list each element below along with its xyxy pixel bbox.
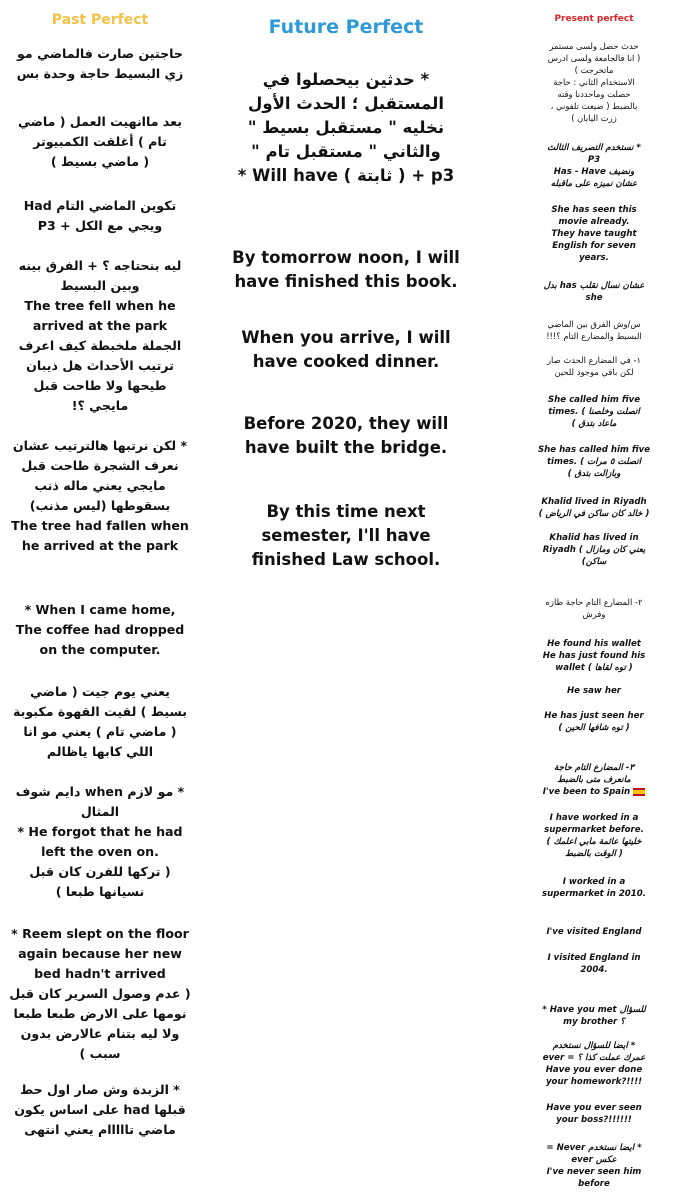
past-note-line: ويجي مع الكل + P3: [37, 218, 163, 233]
past-note-line: نعرف الشجرة طاحت قبل: [21, 458, 179, 473]
past-note-line: وبين البسيط: [60, 278, 140, 293]
present-note-line: supermarket in 2010.: [541, 889, 647, 899]
past-note-line: حاجتين صارت فالماضي مو: [17, 46, 183, 61]
past-note-line: * Reem slept on the floor: [11, 926, 189, 941]
present-note-line: عشان نميزه على ماقبله: [550, 179, 638, 189]
present-note-block: [515, 496, 673, 520]
past-note-line: بسقوطها (ليس مذنب): [29, 498, 171, 513]
past-note-line: ترتيب الأحداث هل ذيبان: [26, 358, 174, 373]
present-note-line: ساكن): [581, 557, 607, 567]
past-note-line: ( ماضي تام ) يعني مو انا: [23, 724, 177, 739]
future-note-line: semester, I'll have: [261, 526, 431, 545]
future-note-line: المستقبل ؛ الحدث الأول: [248, 94, 444, 113]
present-note-line: ماتخرجت ): [574, 65, 614, 75]
past-note-line: left the oven on.: [41, 844, 159, 859]
present-note-line: times. ( اتصلت ٥ مرات: [546, 457, 642, 467]
present-note-block: [515, 926, 673, 938]
future-perfect-heading: Future Perfect: [268, 16, 424, 38]
present-note-line: I've never seen him: [546, 1167, 642, 1177]
present-note-line: * نستخدم التصريف الثالث: [547, 143, 641, 153]
future-note-line: have built the bridge.: [244, 438, 448, 457]
present-note-block: [515, 812, 673, 860]
present-note-line: He saw her: [566, 686, 622, 696]
present-note-block: [515, 710, 673, 734]
past-note-line: تام ) أغلقت الكمبيوتر: [33, 134, 167, 149]
past-note-line: زي البسيط حاجة وحدة بس: [16, 66, 184, 81]
past-note-line: ولا ليه بتنام عالارض بدون: [20, 1026, 180, 1041]
past-perfect-column: [0, 0, 200, 1200]
present-note-line: Khalid lived in Riyadh: [541, 497, 647, 507]
past-note-block: [0, 682, 200, 762]
past-note-line: The coffee had dropped: [15, 622, 185, 637]
present-note-block: [515, 394, 673, 430]
past-note-block: [0, 196, 200, 236]
present-note-line: حصلت وماحددنا وقته: [557, 89, 631, 99]
present-note-line: ١- في المضارع الحدث صار: [546, 355, 641, 365]
past-note-line: الجملة ملخبطة كيف اعرف: [18, 338, 182, 353]
present-note-line: ( توه شافها الحين ): [558, 723, 630, 733]
present-note-line: She called him five: [547, 395, 641, 405]
future-note-block: [215, 68, 477, 188]
present-note-line: She has called him five: [537, 445, 651, 455]
future-note-line: والثاني " مستقبل تام ": [251, 142, 441, 161]
future-note-line: * حدثين بيحصلوا في: [262, 70, 430, 89]
present-perfect-column: [515, 0, 673, 1200]
present-note-block: [515, 142, 673, 190]
past-perfect-heading: Past Perfect: [51, 12, 149, 28]
present-note-line: س/وش الفرق بين الماضي: [547, 319, 641, 329]
present-note-line: your homework?!!!!: [545, 1077, 643, 1087]
present-note-line: Has - Have ونضيف: [553, 167, 635, 177]
present-note-line: she: [585, 293, 603, 303]
present-note-line: I've visited England: [546, 927, 642, 937]
present-note-line: عكس ever: [571, 1155, 617, 1165]
present-note-line: She has seen this: [551, 205, 637, 215]
present-note-line: * ايضا للسؤال نستخدم: [552, 1041, 636, 1051]
present-note-block: [515, 1040, 673, 1088]
future-note-line: * Will have ( ثابتة ) + p3: [237, 166, 455, 185]
present-note-block: [515, 762, 673, 798]
present-note-line: ٣- المضارع التام حاجة: [554, 763, 634, 773]
present-note-line: I have worked in a: [549, 813, 639, 823]
present-note-line: I visited England in: [547, 953, 641, 963]
present-note-line: ( خالد كان ساكن في الرياض ): [538, 509, 650, 519]
present-note-block: [515, 204, 673, 264]
present-note-line: wallet ( توه لقاها ): [555, 663, 633, 673]
past-note-line: يعني يوم جيت ( ماضي: [30, 684, 170, 699]
past-note-line: again because her new: [18, 946, 182, 961]
past-note-line: ماضي تااااام يعني انتهى: [24, 1122, 176, 1137]
past-note-line: بعد ماانهيت العمل ( ماضي: [17, 114, 183, 129]
future-note-line: have cooked dinner.: [252, 352, 440, 371]
past-note-line: * الزبدة وش صار اول حط: [20, 1082, 180, 1097]
present-note-block: [515, 685, 673, 697]
future-note-line: By this time next: [266, 502, 426, 521]
past-note-block: [0, 112, 200, 172]
present-note-line: ماعاد بتدق ): [571, 419, 617, 429]
future-note-line: When you arrive, I will: [241, 328, 451, 347]
future-note-block: [215, 500, 477, 572]
present-note-line: عشان نسال نقلب has بدل: [543, 281, 645, 291]
past-note-line: المثال: [80, 804, 120, 819]
present-note-block: [515, 444, 673, 480]
present-perfect-heading: Present perfect: [554, 14, 634, 24]
present-note-line: Have you ever seen: [546, 1103, 642, 1113]
present-note-line: مانعرف متى بالضبط: [557, 775, 631, 785]
present-note-block: [515, 952, 673, 976]
present-note-line: Riyadh ( يعني كان ومازال: [542, 545, 646, 555]
present-note-line: P3: [587, 155, 601, 165]
present-note-line: before: [578, 1179, 610, 1189]
present-note-block: [515, 40, 673, 124]
present-note-block: [515, 596, 673, 620]
present-note-line: movie already.: [558, 217, 630, 227]
past-note-line: سبب ): [79, 1046, 121, 1061]
present-note-block: [515, 532, 673, 568]
present-note-line: ever = عمرك عملت كذا ؟: [542, 1053, 646, 1063]
present-note-line: He has just found his: [542, 651, 646, 661]
present-note-line: لكن باقي موجود للحين: [554, 367, 634, 377]
present-note-line: الاستخدام الثاني : حاجة: [553, 77, 635, 87]
past-note-line: * He forgot that he had: [17, 824, 183, 839]
present-note-line: * ايضا نستخدم Never =: [546, 1143, 642, 1153]
future-note-block: [215, 326, 477, 374]
present-note-line: He has just seen her: [544, 711, 644, 721]
present-note-line: زرت اليابان ): [571, 113, 617, 123]
present-note-line: ٢- المضارع التام حاجة طازه: [545, 597, 643, 607]
present-note-line: He found his wallet: [547, 639, 641, 649]
past-note-line: ( ماضي بسيط ): [50, 154, 150, 169]
present-note-block: [515, 876, 673, 900]
present-note-line: خليتها عائمة مابي اعلمك ): [546, 837, 642, 847]
past-note-line: The tree fell when he: [24, 298, 176, 313]
present-note-line: للسؤال Have you met *: [542, 1005, 646, 1015]
present-note-line: ( الوقت بالضبط: [565, 849, 623, 859]
past-note-line: * لكن نرتبها هالترتيب عشان: [12, 438, 188, 453]
past-note-block: [0, 44, 200, 84]
past-note-line: The tree had fallen when: [11, 518, 189, 533]
spain-flag-icon: [633, 788, 645, 796]
past-note-line: نومها على الارض طبعا طبعا: [13, 1006, 187, 1021]
present-note-block: [515, 280, 673, 304]
past-note-line: on the computer.: [39, 642, 161, 657]
past-note-line: ( تركها للفرن كان قبل: [29, 864, 171, 879]
past-note-line: ( عدم وصول السرير كان قبل: [9, 986, 191, 1001]
past-note-line: * مو لازم when دايم شوف: [15, 784, 185, 799]
present-note-line: years.: [579, 253, 609, 263]
present-note-line: Have you ever done: [545, 1065, 643, 1075]
past-note-line: تكوين الماضي التام Had: [23, 198, 177, 213]
present-note-line: وفرش: [582, 609, 606, 619]
past-note-block: [0, 924, 200, 1064]
present-note-line: I've been to Spain: [515, 786, 673, 798]
past-note-block: [0, 1080, 200, 1140]
present-note-line: They have taught: [551, 229, 637, 239]
present-note-line: البسيط والمضارع التام ؟!!!: [546, 331, 642, 341]
present-note-block: [515, 1102, 673, 1126]
past-note-line: طيحها ولا طاحت قبل: [33, 378, 167, 393]
present-note-line: times. ( اتصلت وخلصنا: [548, 407, 640, 417]
past-note-block: [0, 600, 200, 660]
present-note-line: I worked in a: [562, 877, 626, 887]
past-note-line: * When I came home,: [24, 602, 176, 617]
past-note-line: مايجي ؟!: [71, 398, 129, 413]
present-note-line: ( انا فالجامعة ولسى ادرس: [547, 53, 641, 63]
future-note-line: finished Law school.: [251, 550, 441, 569]
present-note-line: بالضبط ( ضيعت تلفوني ،: [550, 101, 638, 111]
past-note-line: ليه بنحتاجه ؟ + الفرق بينه: [18, 258, 182, 273]
past-note-line: he arrived at the park: [21, 538, 179, 553]
future-note-line: Before 2020, they will: [243, 414, 449, 433]
present-note-line: your boss?!!!!!!: [556, 1115, 632, 1125]
future-note-block: [215, 246, 477, 294]
present-note-line: supermarket before.: [544, 825, 644, 835]
past-note-line: قبلها had على اساس يكون: [14, 1102, 186, 1117]
present-note-line: 2004.: [580, 965, 608, 975]
present-note-block: [515, 638, 673, 674]
present-note-line: وبازالت بتدق ): [567, 469, 621, 479]
future-perfect-column: [215, 0, 477, 1200]
present-note-block: [515, 1142, 673, 1190]
present-note-block: [515, 1004, 673, 1028]
present-note-line: my brother ؟: [563, 1017, 625, 1027]
future-note-line: have finished this book.: [234, 272, 458, 291]
past-note-line: arrived at the park: [32, 318, 168, 333]
past-note-block: [0, 436, 200, 556]
past-note-block: [0, 782, 200, 902]
present-note-line: English for seven: [552, 241, 636, 251]
past-note-line: بسيط ) لقيت القهوة مكبوبة: [12, 704, 187, 719]
present-note-line: Khalid has lived in: [549, 533, 639, 543]
past-note-line: اللي كابها ياظالم: [46, 744, 154, 759]
future-note-line: نخليه " مستقبل بسيط ": [247, 118, 445, 137]
present-note-line: حدث حصل ولسى مستمر: [549, 41, 639, 51]
past-note-block: [0, 256, 200, 416]
past-note-line: نسيانها طبعا ): [55, 884, 145, 899]
present-note-block: [515, 318, 673, 342]
future-note-block: [215, 412, 477, 460]
future-note-line: By tomorrow noon, I will: [232, 248, 460, 267]
present-note-block: [515, 354, 673, 378]
past-note-line: bed hadn't arrived: [34, 966, 166, 981]
past-note-line: مايجي يعني ماله ذنب: [34, 478, 166, 493]
